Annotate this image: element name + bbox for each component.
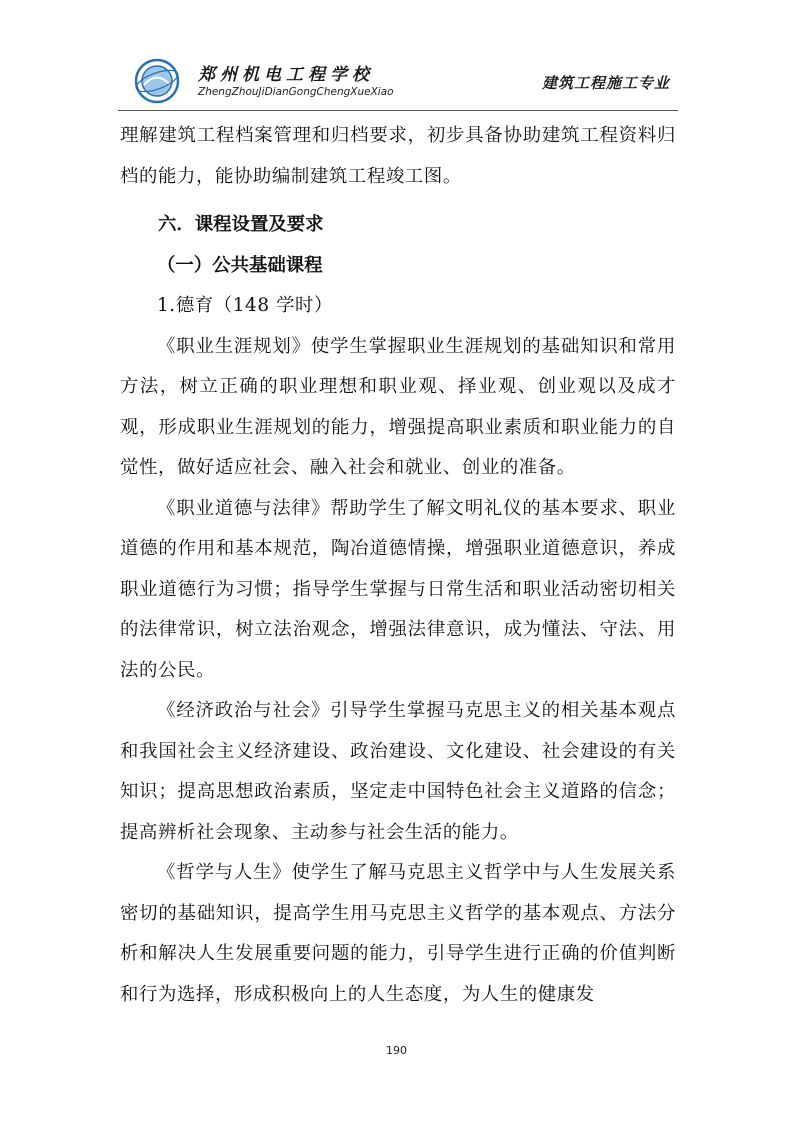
major-title: 建筑工程施工专业 — [541, 74, 670, 92]
paragraph-intro: 理解建筑工程档案管理和归档要求，初步具备协助建筑工程资料归档的能力，能协助编制建筑工程竣工图。 — [120, 125, 676, 187]
school-logo-icon — [134, 58, 180, 104]
paragraph-philosophy: 《哲学与人生》使学生了解马克思主义哲学中与人生发展关系密切的基础知识，提高学生用马克思主义哲学的基本观点、方法分析和解决人生发展重要问题的能力，引导学生进行正确的价值判断和行为选择，形成积极向上的人生态度，为人生的健康发 — [120, 862, 676, 1005]
subsection-heading: （一）公共基础课程 — [157, 254, 323, 276]
course-heading: 1.德育（148 学时） — [157, 295, 334, 316]
document-body — [120, 116, 676, 1015]
school-name-cn: 郑州机电工程学校 — [198, 65, 374, 85]
paragraph-career-planning: 《职业生涯规划》使学生掌握职业生涯规划的基础知识和常用方法，树立正确的职业理想和职业观、择业观、创业观以及成才观，形成职业生涯规划的能力，增强提高职业素质和职业能力的自觉性，做好适应社会、融入社会和就业、创业的准备。 — [120, 335, 676, 478]
header-divider — [118, 110, 678, 111]
section-heading: 六．课程设置及要求 — [158, 214, 324, 235]
paragraph-ethics-law: 《职业道德与法律》帮助学生了解文明礼仪的基本要求、职业道德的作用和基本规范，陶冶道德情操，增强职业道德意识，养成职业道德行为习惯；指导学生掌握与日常生活和职业活动密切相关的法律常识，树立法治观念，增强法律意识，成为懂法、守法、用法的公民。 — [120, 497, 676, 681]
page-header — [118, 52, 678, 116]
paragraph-economics-politics: 《经济政治与社会》引导学生掌握马克思主义的相关基本观点和我国社会主义经济建设、政治建设、文化建设、社会建设的有关知识；提高思想政治素质，坚定走中国特色社会主义道路的信念；提高辨析社会现象、主动参与社会生活的能力。 — [120, 700, 676, 843]
school-name-en: ZhengZhouJiDianGongChengXueXiao — [198, 86, 394, 98]
page-number: 190 — [386, 1044, 407, 1057]
